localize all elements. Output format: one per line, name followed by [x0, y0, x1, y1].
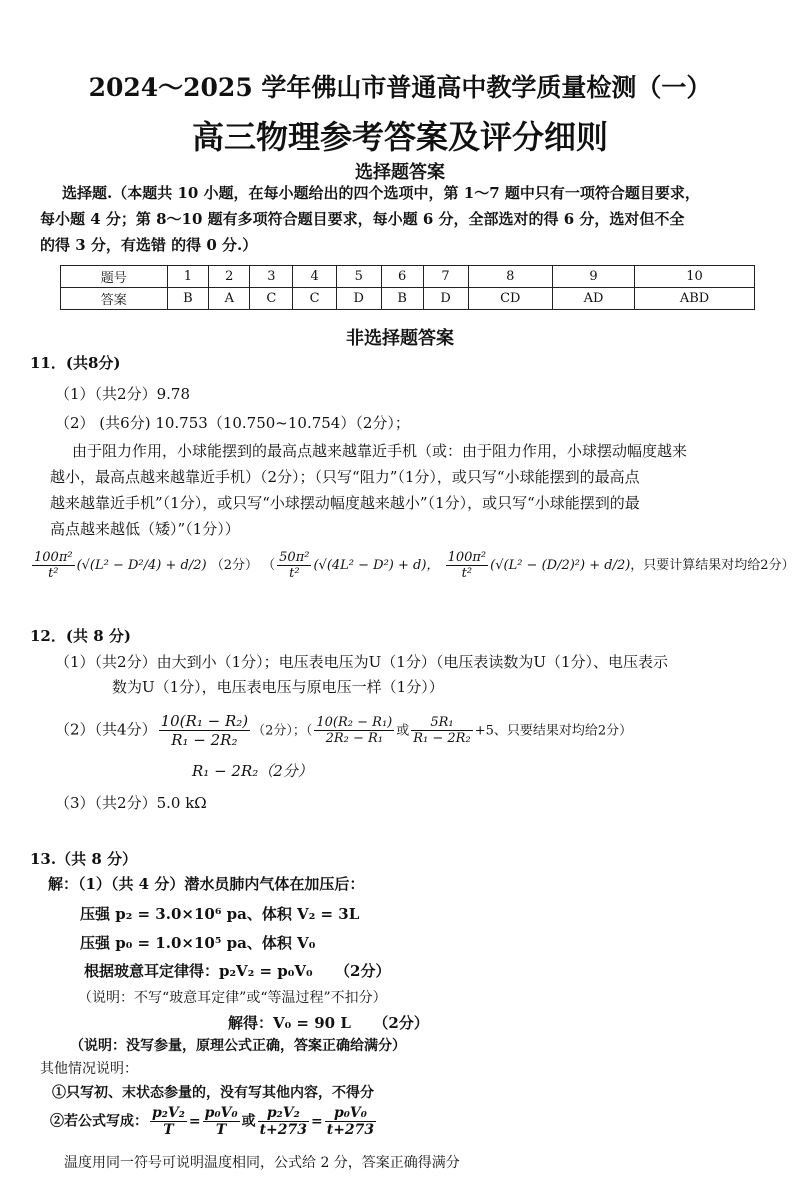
numerator: 100π² [447, 550, 487, 565]
fraction [32, 550, 75, 581]
numerator: p₂V₂ [258, 1105, 309, 1122]
question-number: 2 [209, 266, 250, 288]
formula-term: (√(4L² − D²) + d)， [313, 558, 440, 573]
answer-table [60, 265, 755, 310]
question-number: 8 [468, 266, 552, 288]
choice-instructions-line: 每小题 4 分；第 8～10 题有多项符合题目要求，每小题 6 分，全部选对的得 6 分，选对但不全 [40, 210, 685, 228]
paren: （ [262, 558, 276, 573]
fraction [159, 712, 251, 749]
numerator: 100π² [34, 550, 73, 565]
score-note: （2分） [210, 558, 258, 573]
q13-line: （说明：不写“玻意耳定律”或“等温过程”不扣分） [78, 990, 387, 1006]
answer-cell: AD [552, 288, 634, 310]
table-row-answers [61, 288, 755, 310]
q12-part2-line2: R₁ − 2R₂（2分） [192, 762, 313, 780]
q11-part2: （2） (共6分) 10.753（10.750~10.754）（2分）； [55, 414, 410, 432]
fraction [446, 550, 489, 581]
q11-paragraph-line: 高点越来越低（矮）”（1分）） [50, 520, 240, 538]
q13-line: ①只写初、末状态参量的，没有写其他内容，不得分 [52, 1085, 374, 1101]
or-text: 或 [396, 723, 410, 739]
q13-line: 其他情况说明： [40, 1061, 138, 1077]
q13-line: （说明：没写参量，原理公式正确，答案正确给满分） [70, 1038, 406, 1054]
row-header: 题号 [61, 266, 168, 288]
numerator: 10(R₂ − R₁) [316, 715, 393, 730]
equals-sign: = [188, 1113, 201, 1130]
q13-line: 根据玻意耳定律得：p₂V₂ = p₀V₀ （2分） [84, 962, 391, 980]
fraction [203, 1105, 240, 1138]
q13-line: 解得：V₀ = 90 L （2分） [228, 1014, 429, 1032]
q13-line: 压强 p₀ = 1.0×10⁵ pa、体积 V₀ [80, 934, 316, 952]
q13-line: 解：（1）（共 4 分）潜水员肺内气体在加压后： [48, 875, 365, 893]
q11-paragraph-line: 由于阻力作用，小球能摆到的最高点越来越靠近手机（或：由于阻力作用，小球摆动幅度越来 [72, 442, 688, 460]
numerator: 10(R₁ − R₂) [160, 712, 249, 730]
q12-title: 12．(共 8 分) [30, 627, 131, 645]
denominator: t+273 [259, 1122, 307, 1138]
choice-instructions-line: 的得 3 分，有选错 的得 0 分.） [40, 236, 258, 254]
denominator: R₁ − 2R₂ [171, 731, 238, 749]
document-title: 2024～2025 学年佛山市普通高中教学质量检测（一） [88, 73, 712, 102]
score-note: （2分）；（ [252, 723, 313, 739]
q12-part2 [55, 712, 632, 749]
row-header: 答案 [61, 288, 168, 310]
answer-cell: C [293, 288, 336, 310]
answer-cell: ABD [635, 288, 755, 310]
denominator: t+273 [326, 1122, 375, 1138]
denominator: 2R₂ − R₁ [325, 731, 384, 746]
answer-cell: D [423, 288, 468, 310]
answer-cell: D [336, 288, 381, 310]
q11-title: 11．(共8分) [30, 354, 121, 372]
q12-part1-line: 数为U（1分），电压表电压与原电压一样（1分）） [112, 678, 444, 696]
document-subtitle: 高三物理参考答案及评分细则 [191, 118, 608, 156]
choice-heading: 选择题答案 [355, 162, 445, 183]
question-number: 7 [423, 266, 468, 288]
numerator: p₀V₀ [204, 1105, 238, 1121]
q11-paragraph-line: 越来越靠近手机”（1分），或只写“小球摆动幅度越来越小”（1分），或只写“小球能摆到的最 [50, 494, 640, 512]
q13-line: 温度用同一符号可说明温度相同，公式给 2 分，答案正确得满分 [64, 1155, 460, 1171]
denominator: t² [289, 566, 300, 581]
part-label: ②若公式写成： [50, 1113, 148, 1130]
numerator: p₂V₂ [152, 1105, 185, 1121]
q11-paragraph-line: 越小，最高点越来越靠近手机）（2分）；（只写“阻力”（1分），或只写“小球能摆到的最高点 [50, 468, 640, 486]
q13-title: 13.（共 8 分） [30, 850, 137, 868]
denominator: T [163, 1122, 174, 1138]
nonchoice-heading: 非选择题答案 [346, 328, 454, 349]
q12-part3: （3）（共2分）5.0 kΩ [55, 794, 207, 812]
answer-cell: B [381, 288, 423, 310]
answer-cell: C [250, 288, 293, 310]
score-note: ，只要计算结果对均给2分） [630, 558, 795, 573]
q11-part1: （1）（共2分）9.78 [55, 385, 190, 403]
question-number: 6 [381, 266, 423, 288]
answer-cell: A [209, 288, 250, 310]
or-text: 或 [241, 1113, 256, 1130]
question-number: 3 [250, 266, 293, 288]
answer-cell: CD [468, 288, 552, 310]
question-number: 5 [336, 266, 381, 288]
q12-part1-line: （1）（共2分）由大到小（1分）；电压表电压为U（1分）（电压表读数为U（1分）、电压表示 [55, 653, 669, 671]
q13-line: 压强 p₂ = 3.0×10⁶ pa、体积 V₂ = 3L [80, 905, 360, 923]
denominator: t² [461, 566, 473, 581]
numerator: p₀V₀ [325, 1105, 376, 1122]
question-number: 1 [167, 266, 209, 288]
question-number: 4 [293, 266, 336, 288]
choice-instructions-line: 选择题.（本题共 10 小题，在每小题给出的四个选项中，第 1～7 题中只有一项符合题目要求， [62, 184, 700, 202]
fraction [325, 1105, 376, 1138]
denominator: T [215, 1122, 227, 1138]
table-row-numbers [61, 266, 755, 288]
formula-term: (√(L² − D²/4) + d/2) [76, 558, 207, 573]
fraction [314, 715, 394, 746]
q11-formula-line [30, 550, 795, 581]
equals-sign: = [311, 1113, 323, 1130]
denominator: R₁ − 2R₂ [413, 731, 471, 746]
formula-term: (√(L² − (D/2)²) + d/2) [490, 558, 631, 573]
part-label: （2）（共4分） [55, 720, 157, 739]
fraction [150, 1105, 187, 1138]
fraction [277, 550, 311, 581]
fraction [411, 715, 472, 746]
score-note: +5、只要结果对均给2分） [474, 723, 633, 739]
denominator: t² [48, 566, 59, 581]
question-number: 10 [635, 266, 755, 288]
fraction [258, 1105, 309, 1138]
numerator: 5R₁ [411, 715, 472, 731]
q13-formula-line [50, 1105, 378, 1138]
answer-cell: B [167, 288, 209, 310]
numerator: 50π² [279, 550, 310, 565]
question-number: 9 [552, 266, 634, 288]
